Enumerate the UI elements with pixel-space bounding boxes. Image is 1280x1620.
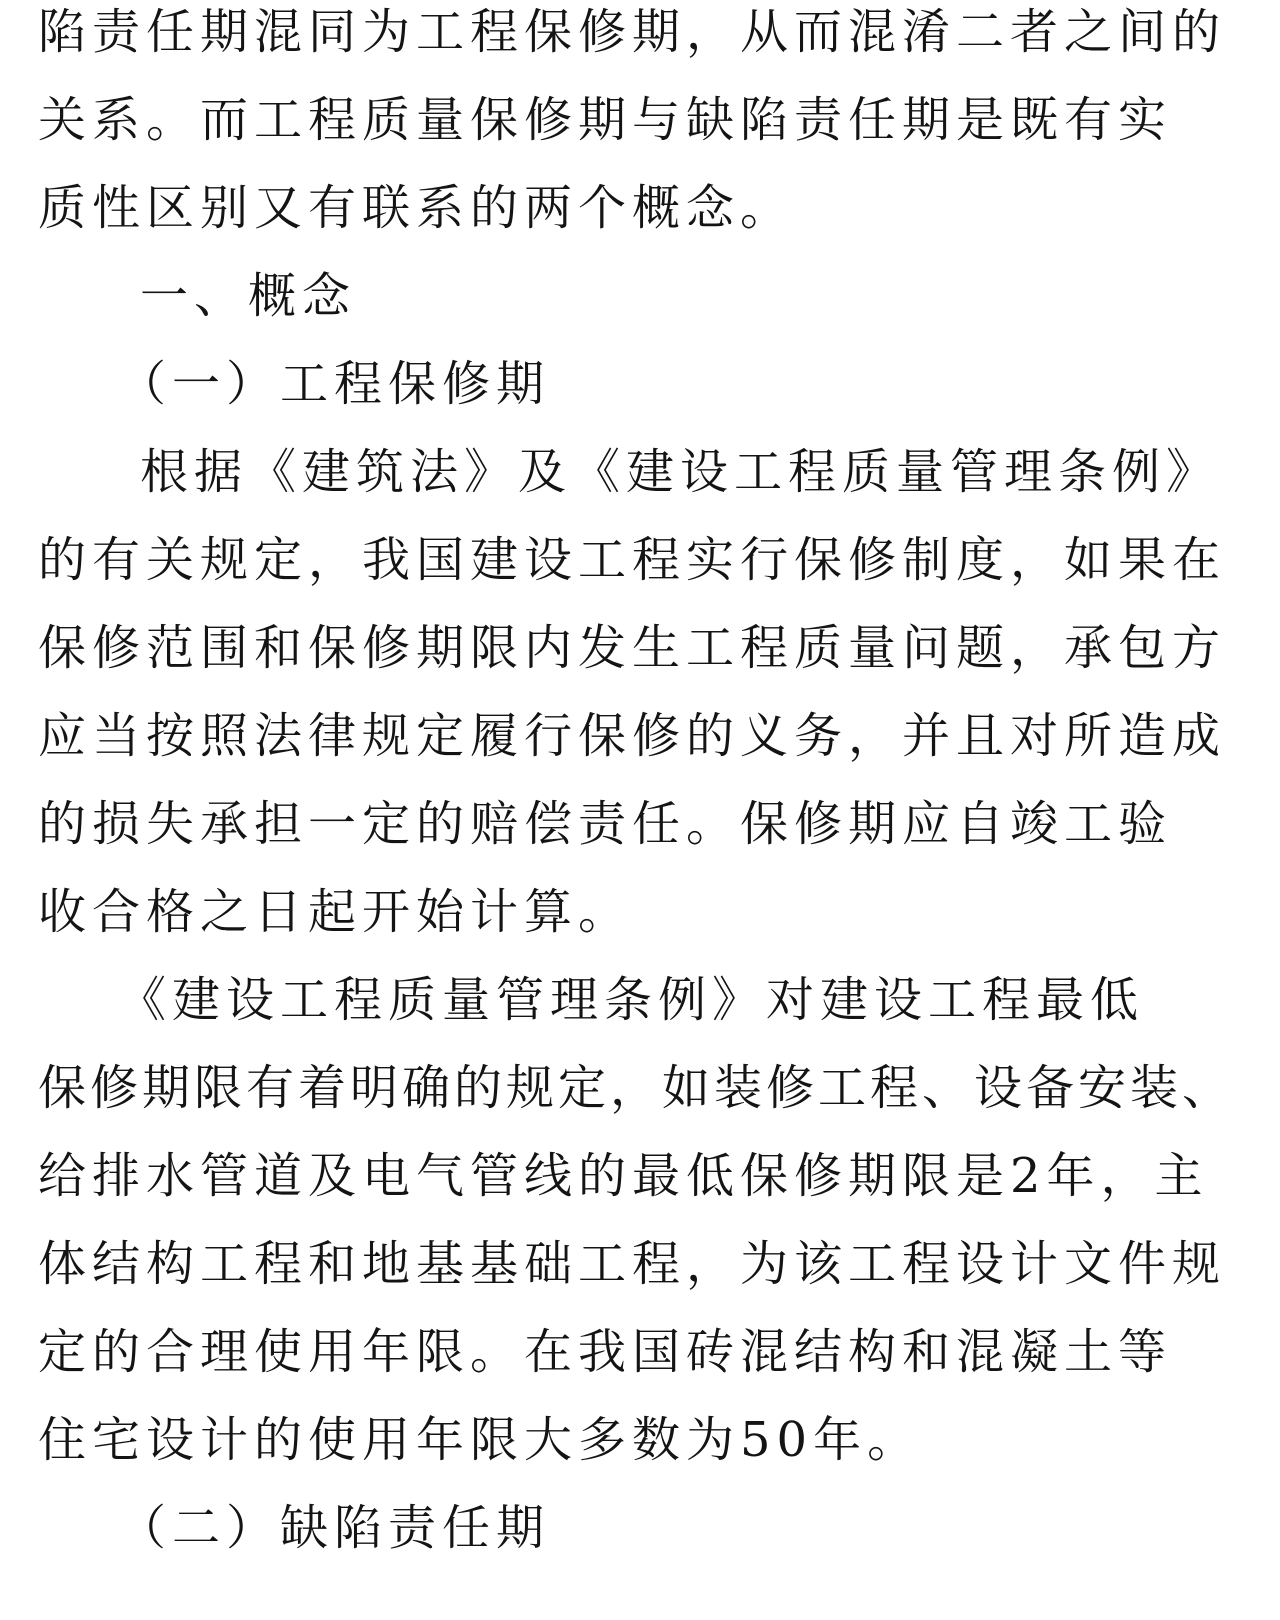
body-text-line: 体结构工程和地基基础工程，为该工程设计文件规 — [38, 1236, 1227, 1292]
body-text-line: 保修范围和保修期限内发生工程质量问题，承包方 — [38, 620, 1227, 676]
body-text-line: 的有关规定，我国建设工程实行保修制度，如果在 — [38, 532, 1227, 588]
body-text-line: 的损失承担一定的赔偿责任。保修期应自竣工验 — [38, 796, 1173, 852]
body-text-line: 关系。而工程质量保修期与缺陷责任期是既有实 — [38, 92, 1173, 148]
body-text-line: 陷责任期混同为工程保修期，从而混淆二者之间的 — [38, 4, 1227, 60]
body-text-line: 住宅设计的使用年限大多数为50年。 — [38, 1412, 922, 1468]
body-text-line: 收合格之日起开始计算。 — [38, 884, 633, 940]
section-heading: 一、概念 — [140, 268, 357, 324]
body-text-line: 《建设工程质量管理条例》对建设工程最低 — [118, 972, 1145, 1028]
body-text-line: 保修期限有着明确的规定，如装修工程、设备安装、 — [38, 1060, 1235, 1116]
subsection-heading: （一）工程保修期 — [118, 356, 551, 412]
body-text-line: 根据《建筑法》及《建设工程质量管理条例》 — [140, 444, 1221, 500]
body-text-line: 应当按照法律规定履行保修的义务，并且对所造成 — [38, 708, 1227, 764]
subsection-heading: （二）缺陷责任期 — [118, 1500, 551, 1556]
body-text-line: 质性区别又有联系的两个概念。 — [38, 180, 795, 236]
body-text-line: 给排水管道及电气管线的最低保修期限是2年，主 — [38, 1148, 1209, 1204]
body-text-line: 定的合理使用年限。在我国砖混结构和混凝土等 — [38, 1324, 1173, 1380]
